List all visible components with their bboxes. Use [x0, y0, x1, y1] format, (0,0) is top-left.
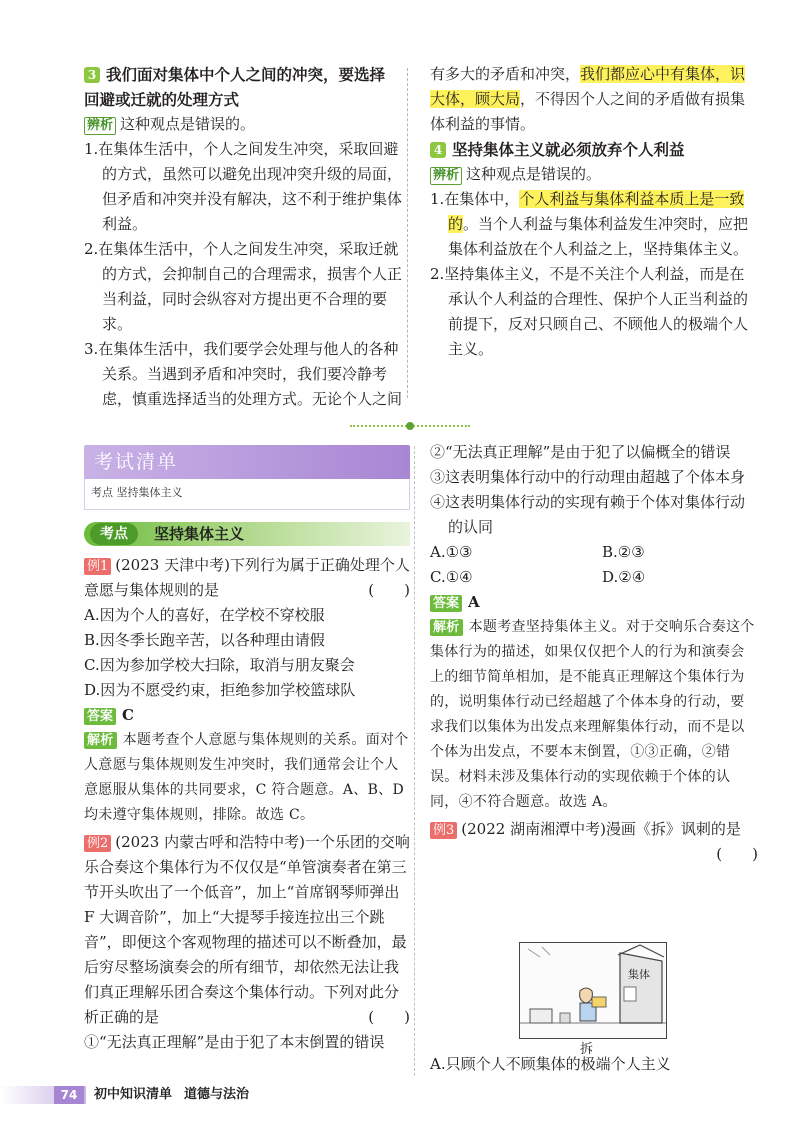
choice-b: B.②③ [602, 543, 645, 561]
analysis-tag: 解析 [430, 619, 463, 636]
statement-2: ②“无法真正理解”是由于犯了以偏概全的错误 [430, 443, 731, 461]
column-divider [414, 446, 415, 1076]
choice-d: D.②④ [602, 568, 646, 586]
example3-option-a-wrap [430, 1052, 758, 1077]
example2-stem: 例2 (2023 内蒙古呼和浩特中考)一个乐团的交响乐合奏这个集体行为不仅仅是“单管演奏者在第三节开头吹出了一个低音”，加上“首席钢琴师弹出 F 大调音阶”，加上“大提琴手接连拉出三个跳音”，即便这个客观物理的描述可以不断叠加，最后穷尽整场演奏会的所有细节，却依然无法让我们真正理解乐团合奏这个集体行动。下列对此分析正确的是 ( ) [84, 830, 410, 1030]
example3-tag: 例3 [430, 822, 457, 839]
choice-a: A.①③ [430, 543, 473, 561]
example1-answer: 答案 C [84, 703, 410, 728]
highlight-text: 我们都应心中有集体，识大体，顾大局 [430, 65, 746, 108]
statement-1: ①“无法真正理解”是由于犯了本末倒置的错误 [84, 1033, 385, 1051]
answer-tag: 答案 [430, 595, 462, 612]
example3-option-a: A.只顾个人不顾集体的极端个人主义 [430, 1055, 671, 1073]
answer-blank: ( ) [368, 1008, 410, 1026]
answer-blank: ( ) [716, 845, 758, 863]
example1-analysis: 解析 本题考查个人意愿与集体规则的关系。面对个人意愿与集体规则发生冲突时，我们通常会让个人意愿服从集体的共同要求，C 符合题意。A、B、D 均未遵守集体规则，排除。故选 C。 [84, 732, 409, 823]
point4-title: 4 坚持集体主义就必须放弃个人利益 [430, 137, 758, 162]
key-point-badge: 考点 [90, 523, 138, 545]
point4-number: 4 [430, 142, 446, 158]
comic-building-label: 集体 [628, 968, 650, 981]
page-number: 74 [54, 1086, 84, 1104]
highlight-text: 个人利益与集体利益本质上是一致的 [448, 190, 745, 233]
key-point-title: 坚持集体主义 [154, 525, 245, 543]
choice-c: C.①④ [430, 568, 473, 586]
example2-tag: 例2 [84, 835, 111, 852]
example3-blank-line [430, 842, 758, 867]
option-d: D.因为不愿受约束，拒绝参加学校篮球队 [84, 681, 356, 699]
statement-3: ③这表明集体行动中的行动理由超越了个体本身 [430, 468, 746, 486]
point3-number: 3 [84, 67, 100, 83]
point3-item-1: 1.在集体生活中，个人之间发生冲突，采取回避的方式，虽然可以避免出现冲突升级的局面，但矛盾和冲突并没有解决，这不利于维护集体利益。 [84, 140, 403, 233]
exam-list-subtitle: 考点 坚持集体主义 [84, 479, 410, 510]
top-right-column [430, 62, 758, 362]
example2-answer: 答案 A [430, 590, 758, 615]
comic-caption: 拆 [580, 1042, 594, 1057]
footer-title [94, 1086, 261, 1104]
analysis-tag: 解析 [84, 732, 117, 749]
section-separator [350, 425, 470, 427]
exam-list-title: 考试清单 [84, 445, 410, 479]
point3-title: 3 我们面对集体中个人之间的冲突，要选择 回避或迁就的处理方式 [84, 65, 386, 109]
statement-4: ④这表明集体行动的实现有赖于个体对集体行动的认同 [430, 493, 746, 536]
point3-item-2: 2.在集体生活中，个人之间发生冲突，采取迁就的方式，会抑制自己的合理需求，损害个人正当利益，同时会纵容对方提出更不合理的要求。 [84, 240, 403, 333]
column-divider [407, 68, 408, 398]
example2-analysis: 解析 本题考查坚持集体主义。对于交响乐合奏这个集体行为的描述，如果仅仅把个人的行为和演奏会上的细节简单相加，是不能真正理解这个集体行为的，说明集体行动已经超越了个体本身的行动，要求我们以集体为出发点来理解集体行动，而不是以个体为出发点，不要本末倒置，①③正确，②错误。材料未涉及集体行动的实现依赖于个体的认同，④不符合题意。故选 A。 [430, 619, 755, 810]
point3-item-3: 3.在集体生活中，我们要学会处理与他人的各种关系。当遇到矛盾和冲突时，我们要冷静考虑，慎重选择适当的处理方式。无论个人之间 [84, 340, 403, 408]
point3-verdict: 辨析 这种观点是错误的。 [84, 112, 410, 137]
example3-stem: 例3 (2022 湖南湘潭中考)漫画《拆》讽刺的是 [430, 817, 758, 842]
example1-tag: 例1 [84, 558, 111, 575]
subject-title: 道德与法治 [184, 1087, 250, 1102]
key-point-bar [84, 522, 410, 546]
analysis-tag: 辨析 [430, 167, 462, 185]
example1-stem: 例1 (2023 天津中考)下列行为属于正确处理个人意愿与集体规则的是 ( ) [84, 553, 410, 603]
analysis-tag: 辨析 [84, 117, 116, 135]
option-c: C.因为参加学校大扫除，取消与朋友聚会 [84, 656, 355, 674]
answer-blank: ( ) [368, 581, 410, 599]
answer-tag: 答案 [84, 708, 116, 725]
point3-continuation: 有多大的矛盾和冲突，我们都应心中有集体，识大体，顾大局，不得因个人之间的矛盾做有损集体利益的事情。 [430, 65, 746, 133]
example2-choices [430, 540, 758, 590]
lower-left-column [84, 553, 410, 1055]
option-a: A.因为个人的喜好，在学校不穿校服 [84, 606, 325, 624]
point4-verdict: 辨析 这种观点是错误的。 [430, 162, 758, 187]
book-title: 初中知识清单 [94, 1087, 173, 1102]
option-b: B.因冬季长跑辛苦，以各种理由请假 [84, 631, 325, 649]
point4-item-2: 2.坚持集体主义，不是不关注个人利益，而是在承认个人利益的合理性、保护个人正当利益的前提下，反对只顾自己、不顾他人的极端个人主义。 [430, 265, 749, 358]
comic-drawing [520, 943, 666, 1038]
top-left-column [84, 62, 410, 412]
point4-item-1: 1.在集体中，个人利益与集体利益本质上是一致的。当个人利益与集体利益发生冲突时，应把集体利益放在个人利益之上，坚持集体主义。 [430, 190, 749, 258]
comic-illustration [519, 942, 667, 1039]
exam-list-box [84, 445, 410, 511]
lower-right-column [430, 440, 758, 867]
